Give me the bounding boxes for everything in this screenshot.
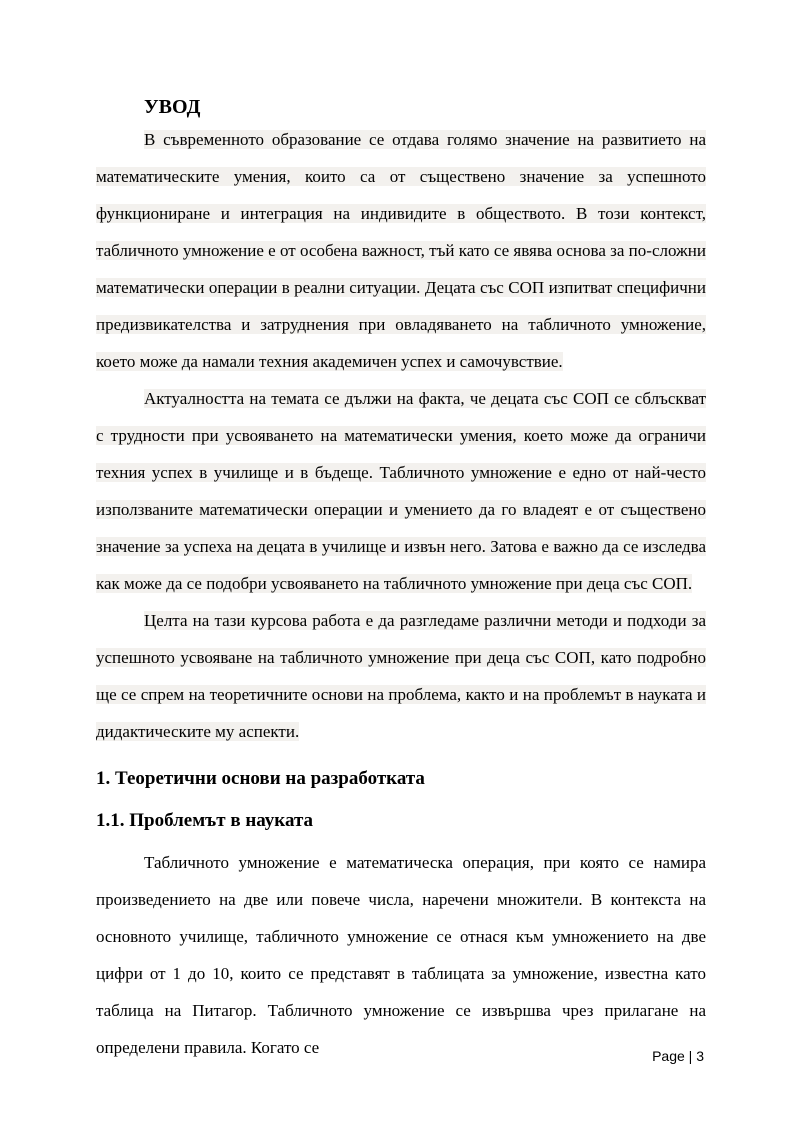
- intro-paragraph-2-text: Актуалността на темата се дължи на факта, че децата със СОП се сблъскват с трудности при усвояването на математически умения, което може да ограничи техния успех в училище и в бъдеще. Табличното умножение е едно от най-често използваните математически операции и умението да го владеят е от съществено значение за успеха на децата в училище и извън него. Затова е важно да се изследва как може да се подобри усвояването на табличното умножение при деца със СОП.: [96, 389, 706, 593]
- intro-paragraph-3-text: Целта на тази курсова работа е да разгледаме различни методи и подходи за успешното усвояване на табличното умножение при деца със СОП, като подробно ще се спрем на теоретичните основи на проблема, както и на проблемът в науката и дидактическите му аспекти.: [96, 611, 706, 741]
- page-number: Page | 3: [652, 1048, 704, 1064]
- intro-paragraph-1-text: В съвременното образование се отдава голямо значение на развитието на математическите умения, които са от съществено значение за успешното функциониране и интеграция на индивидите в обществото. В този контекст, табличното умножение е от особена важност, тъй като се явява основа за по-сложни математически операции в реални ситуации. Децата със СОП изпитват специфични предизвикателства и затруднения при овладяването на табличното умножение, което може да намали техния академичен успех и самочувствие.: [96, 130, 706, 371]
- intro-paragraph-2: [96, 380, 706, 602]
- intro-paragraph-1: [96, 121, 706, 380]
- subsection-paragraph: Табличното умножение е математическа операция, при която се намира произведението на две или повече числа, наречени множители. В контекста на основното училище, табличното умножение се отнася към умножението на две цифри от 1 до 10, които се представят в таблицата за умножение, известна като таблица на Питагор. Табличното умножение се извършва чрез прилагане на определени правила. Когато се: [96, 853, 706, 1057]
- document-page: [96, 93, 706, 1066]
- subsection-heading: 1.1. Проблемът в науката: [96, 810, 314, 831]
- intro-paragraph-3: [96, 602, 706, 750]
- section-heading: 1. Теоретични основи на разработката: [96, 768, 425, 789]
- intro-heading: УВОД: [144, 96, 201, 118]
